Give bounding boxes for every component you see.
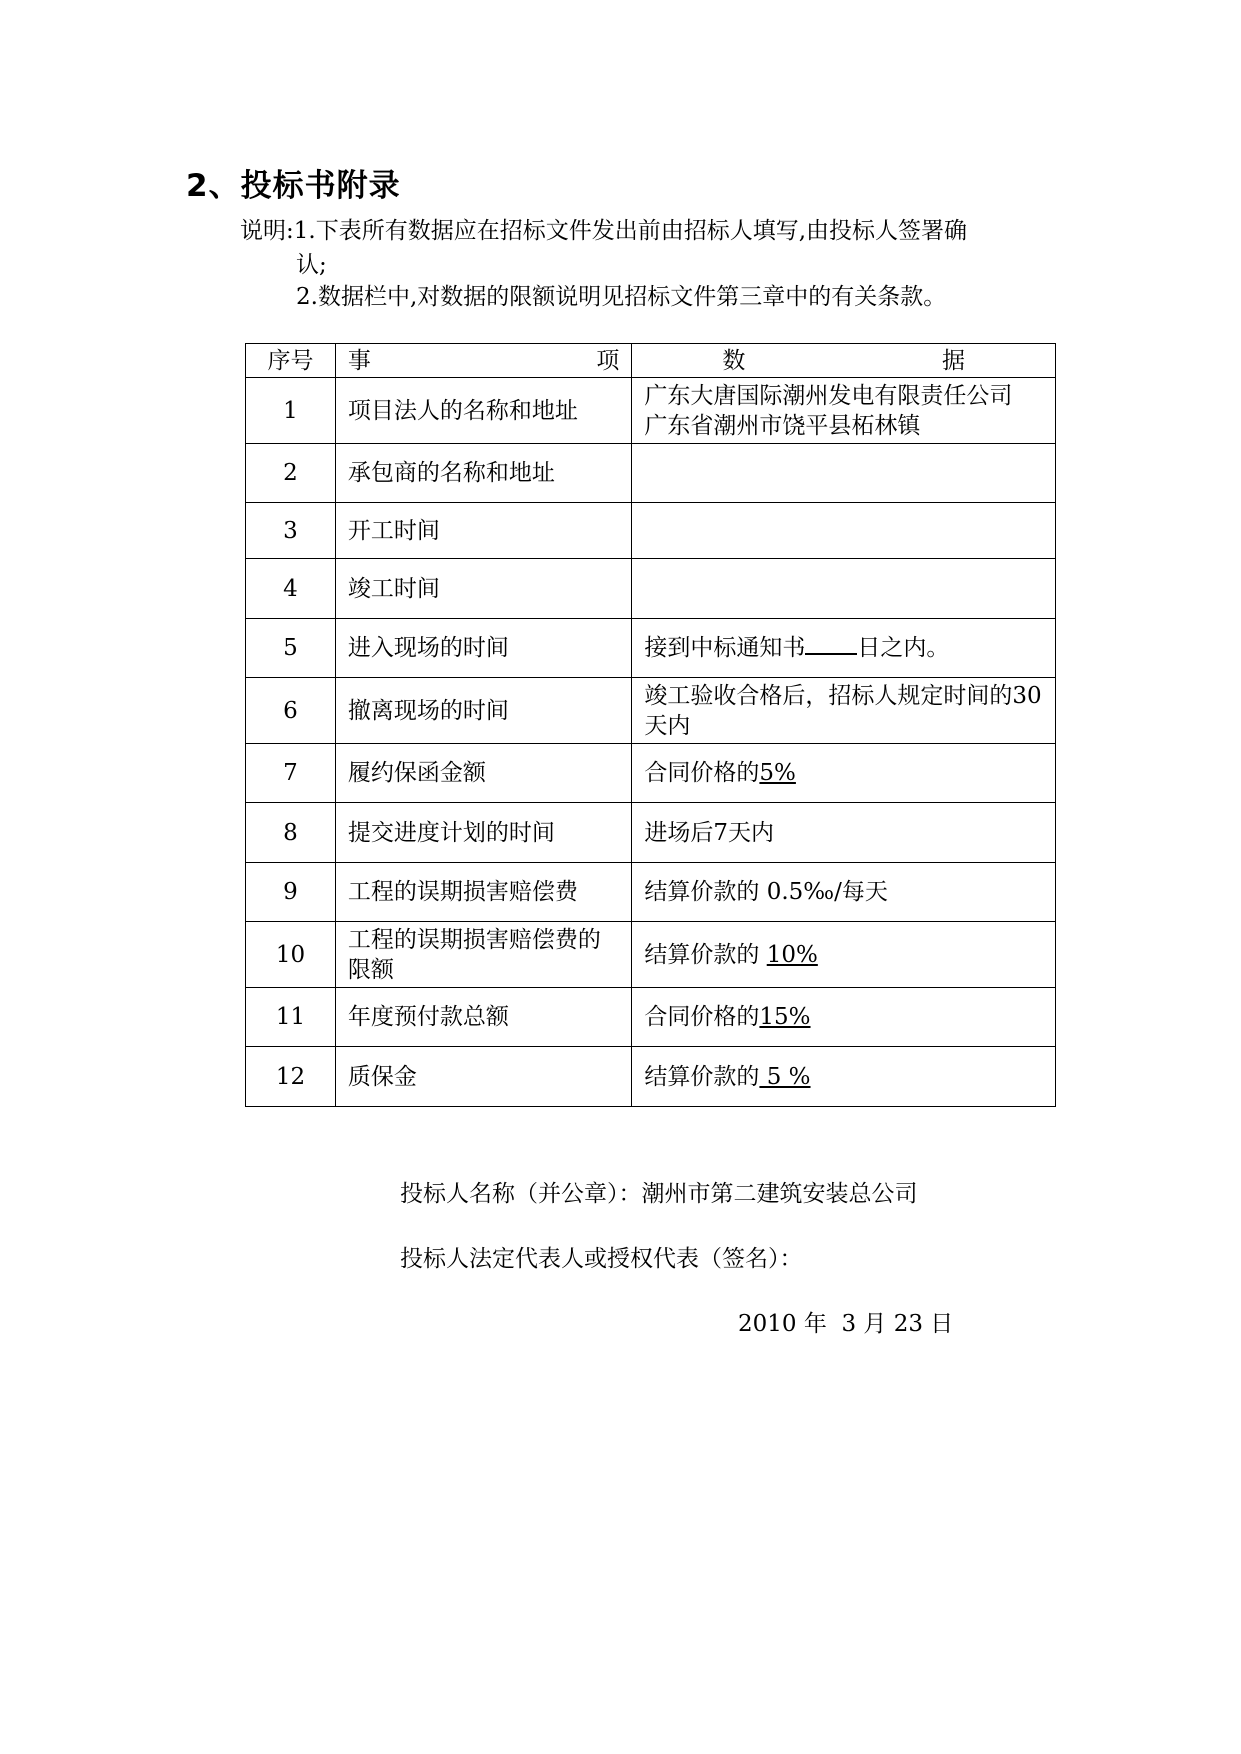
row-data: 竣工验收合格后，招标人规定时间的30天内 — [632, 678, 1056, 744]
table-row — [246, 922, 1056, 988]
table-row — [246, 503, 1056, 559]
table-row — [246, 559, 1056, 619]
row-data — [632, 444, 1056, 503]
row-item: 质保金 — [335, 1047, 632, 1107]
row-item: 撤离现场的时间 — [335, 678, 632, 744]
header-no: 序号 — [246, 344, 336, 378]
data-text-before: 接到中标通知书 — [644, 635, 806, 661]
row-item: 履约保函金额 — [335, 744, 632, 803]
note-line-1-continued: 认; — [296, 252, 327, 278]
row-data — [632, 378, 1056, 444]
row-data — [632, 744, 1056, 803]
data-value: 10% — [766, 941, 818, 968]
table-row — [246, 378, 1056, 444]
row-no: 5 — [246, 619, 336, 678]
row-data — [632, 619, 1056, 678]
data-text-after: 日之内。 — [857, 635, 950, 661]
row-item: 开工时间 — [335, 503, 632, 559]
table-row — [246, 988, 1056, 1047]
data-prefix: 合同价格的 — [644, 1004, 760, 1030]
row-data — [632, 559, 1056, 619]
row-no: 7 — [246, 744, 336, 803]
row-item: 工程的误期损害赔偿费的限额 — [335, 922, 632, 988]
data-value: 15% — [759, 1004, 811, 1030]
row-item: 进入现场的时间 — [335, 619, 632, 678]
note-line-1: 说明:1.下表所有数据应在招标文件发出前由招标人填写,由投标人签署确 — [240, 218, 968, 244]
representative-signature-line: 投标人法定代表人或授权代表（签名）： — [400, 1246, 803, 1272]
data-value: 5% — [759, 760, 796, 786]
table-header-row — [246, 344, 1056, 378]
table-row — [246, 803, 1056, 863]
row-no: 10 — [246, 922, 336, 988]
row-no: 12 — [246, 1047, 336, 1107]
data-prefix: 结算价款的 — [644, 1063, 760, 1090]
table-row — [246, 744, 1056, 803]
table-row — [246, 619, 1056, 678]
bid-appendix-table — [245, 343, 1056, 1107]
row-data — [632, 503, 1056, 559]
row-data: 进场后7天内 — [632, 803, 1056, 863]
row-data — [632, 988, 1056, 1047]
row-no: 1 — [246, 378, 336, 444]
row-item: 年度预付款总额 — [335, 988, 632, 1047]
table-row — [246, 444, 1056, 503]
bidder-name-line: 投标人名称（并公章）：潮州市第二建筑安装总公司 — [400, 1181, 918, 1207]
row-no: 2 — [246, 444, 336, 503]
owner-name: 广东大唐国际潮州发电有限责任公司 — [644, 382, 1013, 409]
note-line-2: 2.数据栏中,对数据的限额说明见招标文件第三章中的有关条款。 — [296, 284, 947, 310]
row-no: 11 — [246, 988, 336, 1047]
data-prefix: 结算价款的 — [644, 941, 767, 968]
signature-date: 2010 年 3 月 23 日 — [738, 1311, 954, 1337]
row-item: 提交进度计划的时间 — [335, 803, 632, 863]
page-heading: 2、投标书附录 — [186, 168, 401, 204]
owner-address: 广东省潮州市饶平县柘林镇 — [644, 412, 921, 439]
header-data: 数 据 — [632, 344, 1056, 378]
row-item: 承包商的名称和地址 — [335, 444, 632, 503]
blank-line — [805, 633, 857, 655]
row-data: 结算价款的 0.5‰/每天 — [632, 863, 1056, 922]
row-item: 竣工时间 — [335, 559, 632, 619]
header-item: 事 项 — [335, 344, 632, 378]
row-no: 6 — [246, 678, 336, 744]
row-data — [632, 922, 1056, 988]
row-no: 9 — [246, 863, 336, 922]
table-row — [246, 1047, 1056, 1107]
row-no: 8 — [246, 803, 336, 863]
row-no: 3 — [246, 503, 336, 559]
data-prefix: 合同价格的 — [644, 760, 760, 786]
table-row — [246, 678, 1056, 744]
row-data — [632, 1047, 1056, 1107]
row-item: 工程的误期损害赔偿费 — [335, 863, 632, 922]
data-value: 5 % — [759, 1063, 811, 1090]
table-row — [246, 863, 1056, 922]
row-item: 项目法人的名称和地址 — [335, 378, 632, 444]
row-no: 4 — [246, 559, 336, 619]
